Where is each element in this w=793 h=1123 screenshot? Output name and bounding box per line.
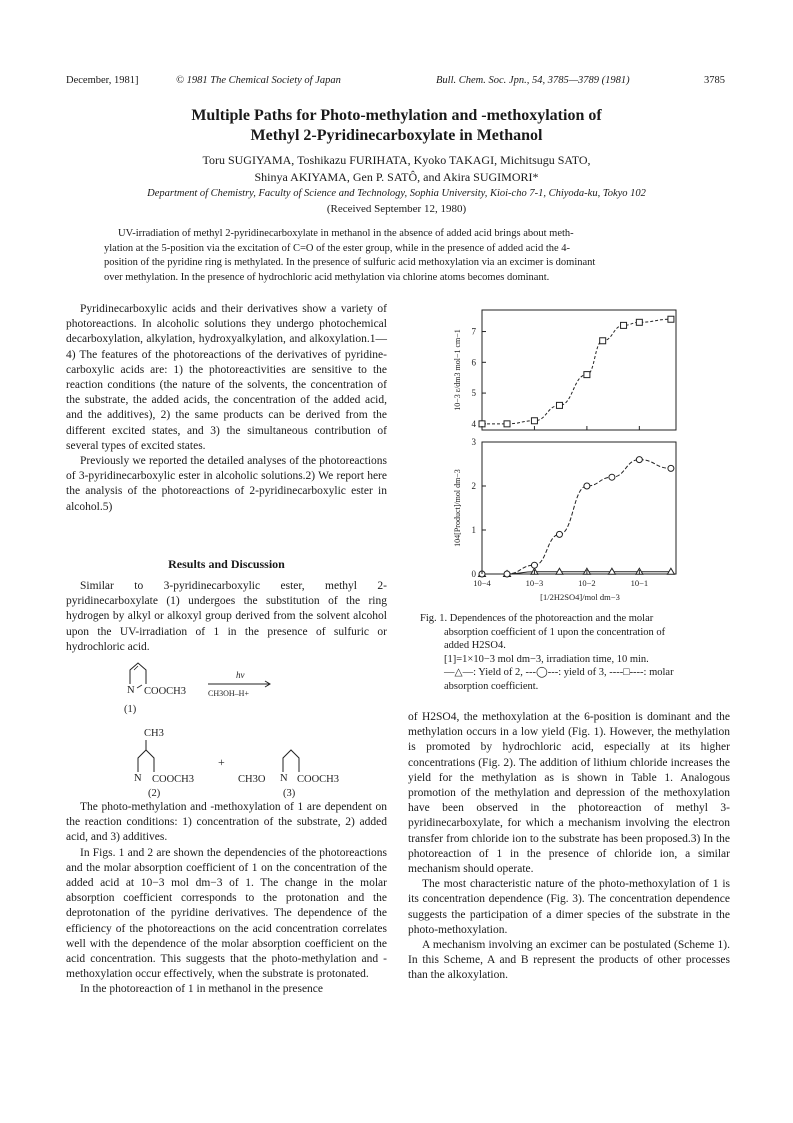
authors-line1: Toru SUGIYAMA, Toshikazu FURIHATA, Kyoko TAKAGI, Michitsugu SATO, [202, 153, 591, 167]
header-page-number: 3785 [704, 75, 725, 86]
results-continued [66, 800, 387, 998]
top-y-tick-label: 6 [471, 357, 476, 368]
bottom-y-tick-label: 3 [471, 437, 476, 447]
figure-1-bottom-panel [453, 437, 676, 579]
absorption-coefficient-point [621, 322, 627, 328]
yield-3-line [482, 460, 671, 574]
compound-1-label: (1) [124, 704, 137, 715]
absorption-coefficient-point [668, 316, 674, 322]
x-tick-label: 10−3 [525, 578, 544, 588]
yield-3-point [668, 465, 674, 471]
bottom-panel-frame [482, 442, 676, 574]
absorption-coefficient-point [479, 421, 485, 427]
x-axis-label: [1/2H2SO4]/mol dm−3 [540, 592, 620, 602]
top-y-axis-label: 10−3 ε/dm3 mol−1 cm−1 [453, 329, 462, 411]
caption-line-5: —△—: Yield of 2, ---◯---: yield of 3, ----□----: molar [444, 667, 674, 679]
yield-3-point [609, 474, 615, 480]
header-journal: Bull. Chem. Soc. Jpn., 54, 3785—3789 (1981) [436, 75, 630, 86]
abstract-line3: position of the pyridine ring is methylated. In the presence of sulfuric acid methoxylation via an excimer is dominant [104, 257, 596, 268]
received-date: (Received September 12, 1980) [326, 203, 467, 215]
paper-title-line2: Methyl 2-Pyridinecarboxylate in Methanol [250, 127, 543, 144]
top-y-tick-label: 7 [471, 326, 476, 337]
arrow-bottom-label: CH3OH–H+ [208, 689, 249, 698]
caption-line-4: [1]=1×10−3 mol dm−3, irradiation time, 10 min. [444, 653, 649, 665]
bottom-y-tick-label: 0 [471, 569, 476, 579]
figure-1 [440, 300, 700, 610]
product-2-ring [138, 750, 154, 772]
reactant-nitrogen: N [127, 685, 135, 696]
results-paragraph-1-block [66, 579, 387, 655]
yield-3-point [636, 457, 642, 463]
product-2-nitrogen: N [134, 773, 142, 784]
results-paragraph-3: In Figs. 1 and 2 are shown the dependencies of the photoreactions and the molar absorption coefficient of 1 on the concentration of the added acid at 10−3 mol dm−3 of 1. The change in the molar absorption coefficient corresponds to the protonation and the deprotonation of the pyridine derivatives. The dependence of the efficiency of the photoreactions on the acid concentration correlates well with the dependence of the molar absorption coefficient on the acid concentration. This suggests that the photo-methylation and -methoxylation occur effectively, when the substrate is protonated. [66, 846, 387, 981]
bottom-y-tick-label: 2 [471, 481, 476, 491]
arrow-top-label: hν [236, 670, 245, 680]
results-paragraph-2: The photo-methylation and -methoxylation of 1 are dependent on the reaction conditions: 1) concentration of the substrate, 2) added acid, and 3) additives. [66, 801, 387, 844]
abstract-line2: ylation at the 5-position via the excitation of C=O of the ester group, while in the presence of added acid the 4- [104, 242, 571, 254]
bottom-y-axis-label: 104[Product]/mol dm−3 [453, 469, 462, 547]
x-tick-label: 10−2 [578, 578, 596, 588]
abstract-line1: UV-irradiation of methyl 2-pyridinecarboxylate in methanol in the absence of added acid brings about meth- [118, 228, 574, 239]
caption-line-6: absorption coefficient. [444, 680, 539, 692]
abstract-line4: over methylation. In the presence of hydrochloric acid methylation via chlorine atoms becomes dominant. [104, 271, 550, 283]
section-heading: Results and Discussion [168, 557, 285, 571]
absorption-coefficient-point [531, 418, 537, 424]
product-3-nitrogen: N [280, 773, 288, 784]
intro-paragraph-2: Previously we reported the detailed analyses of the photoreactions of 3-pyridinecarboxylic ester in alcoholic solutions.2) We report here the analysis of the photoreactions of 2-pyridinecarboxylic ester in alcohol.5) [66, 455, 387, 513]
product-3-methoxy: CH3O [238, 774, 266, 785]
results-paragraph-4: In the photoreaction of 1 in methanol in the presence [80, 983, 324, 996]
caption-line-2: absorption coefficient of 1 upon the concentration of [444, 626, 666, 638]
affiliation: Department of Chemistry, Faculty of Science and Technology, Sophia University, Kioi-cho 7-1, Chiyoda-ku, Tokyo 102 [147, 188, 646, 199]
yield-3-point [584, 483, 590, 489]
yield-3-point [504, 571, 510, 577]
bottom-y-tick-label: 1 [471, 525, 476, 535]
absorption-coefficient-point [636, 319, 642, 325]
results-paragraph-1: Similar to 3-pyridinecarboxylic ester, methyl 2-pyridinecarboxylate (1) undergoes the substitution of the ring hydrogen by alkyl or alkoxyl group derived from the solvent alcohol upon the UV-irradiation of 1 in the presence of sulfuric or hydrochloric acid. [66, 580, 387, 653]
plus-sign: + [218, 755, 225, 769]
reaction-scheme [90, 660, 390, 800]
top-y-tick-label: 5 [471, 388, 476, 399]
introduction [66, 302, 387, 515]
intro-paragraph-1: Pyridinecarboxylic acids and their derivatives show a variety of photoreactions. In alcoholic solutions they undergo photochemical decarboxylation, alkylation, hydroxyalkylation, and alkoxylation.1—4) The features of the photoreactions of the derivatives of pyridine-carboxylic acids are: 1) the photoreactivities are sensitive to the reaction conditions (the nature of the solvents, the concentration of the substrate, the added acids, the concentration of the added acid, and the additives), 2) the same products can be derived from the different excited states, and 3) the simultaneous contribution of several types of excited states. [66, 303, 387, 452]
compound-3-label: (3) [283, 788, 296, 799]
caption-line-3: added H2SO4. [444, 640, 506, 652]
x-tick-label: 10−4 [473, 578, 491, 588]
product-2-methyl: CH3 [144, 728, 164, 739]
compound-2-label: (2) [148, 788, 161, 799]
right-paragraph-2: The most characteristic nature of the photo-methoxylation of 1 is its concentration dependence (Fig. 3). The concentration dependence suggests the participation of a dimer species of the substrate in the photo-methoxylation. [408, 878, 730, 936]
figure-1-top-panel [453, 310, 676, 430]
product-3-ester-group: COOCH3 [297, 774, 340, 785]
right-paragraph-1: of H2SO4, the methoxylation at the 6-position is dominant and the methylation occurs in a low yield (Fig. 1). However, the methylation is promoted by hydrochloric acid, especially at its higher concentrations (Fig. 2). The addition of lithium chloride increases the yield for the methylation as is shown in Table 1. Analogous promotion of the methylation and depression of the methoxylation have been observed in the photoreaction of methyl 3-pyridinecarboxylate, for which a mechanism involving the electron transfer from chloride ion to the substrate has been proposed.3) In the photoreaction of 1 in the presence of chloride ion, a similar mechanism should operate. [408, 711, 730, 876]
paper-title-line1: Multiple Paths for Photo-methylation and -methoxylation of [191, 107, 602, 124]
absorption-coefficient-point [584, 372, 590, 378]
right-paragraph-3: A mechanism involving an excimer can be postulated (Scheme 1). In this Scheme, A and B represent the products of other processes than the alkoxylation. [408, 939, 730, 982]
yield-3-point [531, 562, 537, 568]
authors-line2: Shinya AKIYAMA, Gen P. SATÔ, and Akira SUGIMORI* [254, 170, 539, 184]
figure-1-caption [420, 612, 720, 694]
yield-3-point [556, 531, 562, 537]
top-y-tick-label: 4 [471, 418, 476, 429]
product-3-ring [283, 750, 299, 772]
reactant-ester-group: COOCH3 [144, 686, 187, 697]
header-date: December, 1981] [66, 75, 139, 86]
caption-line-1: Fig. 1. Dependences of the photoreaction and the molar [420, 613, 654, 624]
top-panel-frame [482, 310, 676, 430]
product-2-ester-group: COOCH3 [152, 774, 195, 785]
absorption-coefficient-point [504, 421, 510, 427]
absorption-coefficient-line [482, 319, 671, 424]
absorption-coefficient-point [556, 402, 562, 408]
right-column-text [408, 710, 730, 984]
header-copyright: © 1981 The Chemical Society of Japan [176, 75, 341, 86]
absorption-coefficient-point [600, 338, 606, 344]
x-tick-label: 10−1 [630, 578, 649, 588]
